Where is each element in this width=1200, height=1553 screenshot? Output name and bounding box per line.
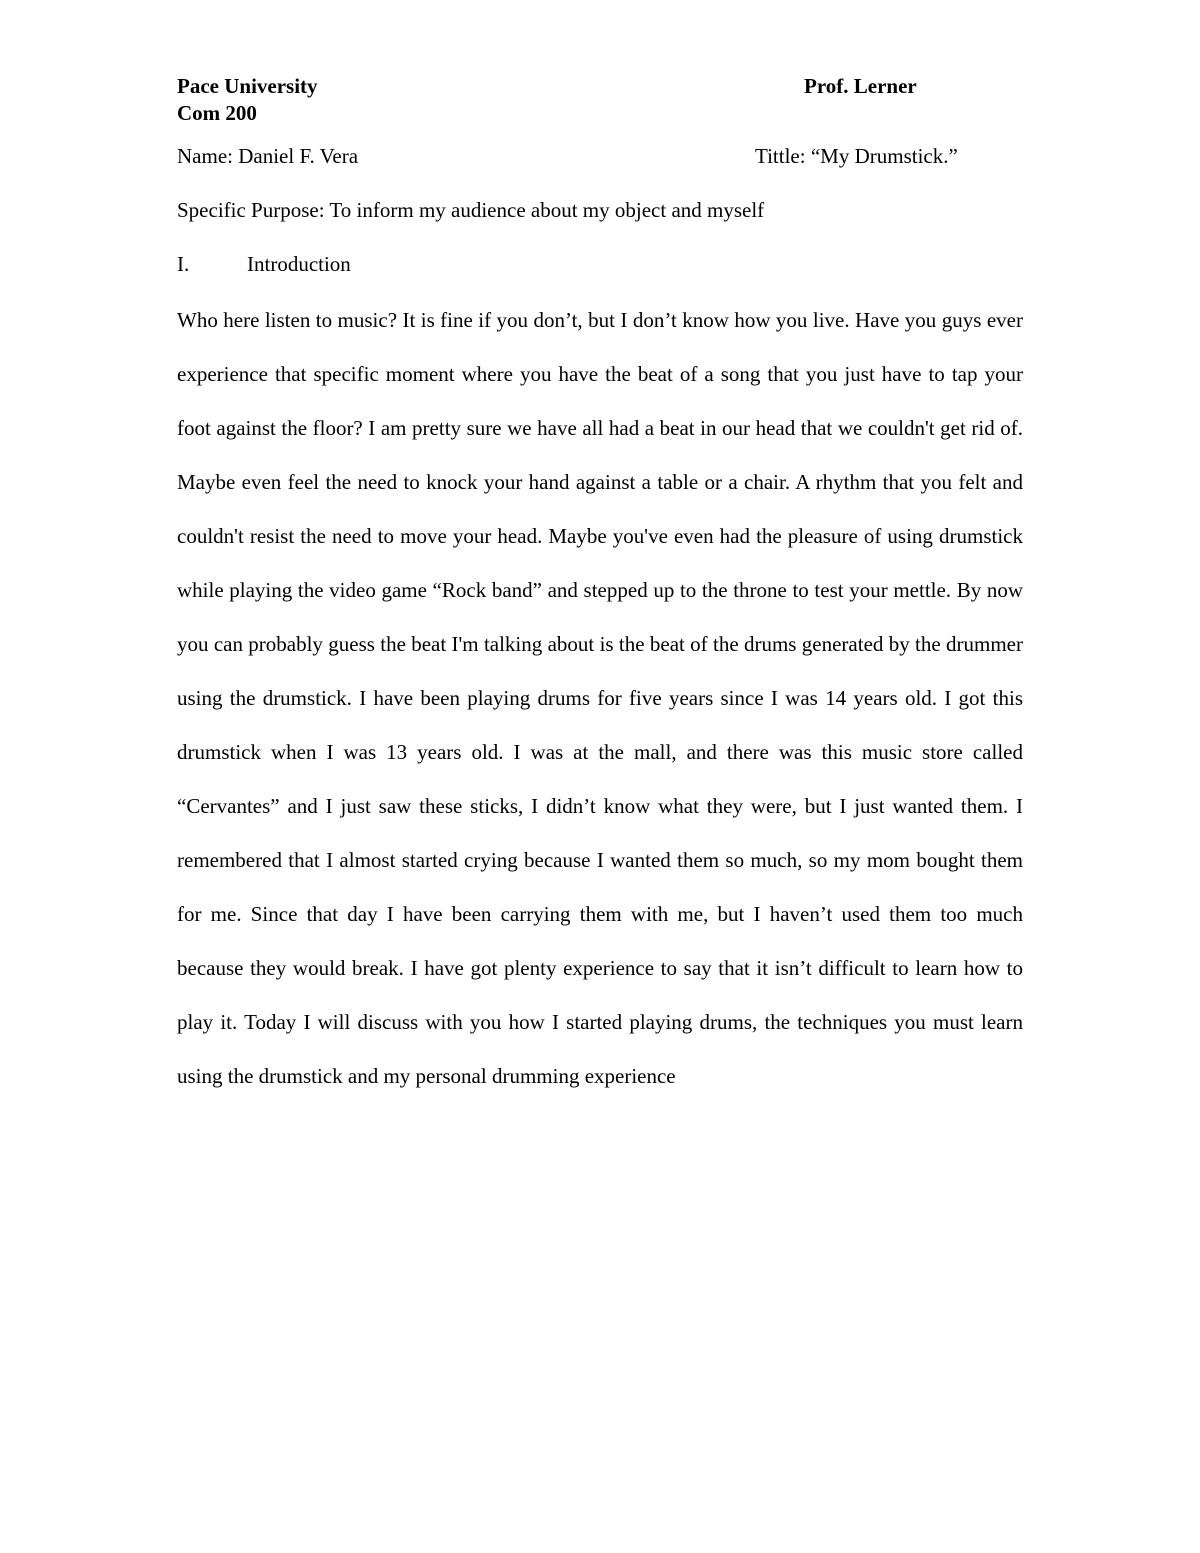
section-number: I. — [177, 252, 190, 276]
specific-purpose: Specific Purpose: To inform my audience about my object and myself — [177, 198, 765, 222]
course-code: Com 200 — [177, 101, 257, 125]
introduction-paragraph: Who here listen to music? It is fine if you don’t, but I don’t know how you live. Have you guys ever experience that specific moment where you have the beat of a song that you just have to tap your foot against the floor? I am pretty sure we have all had a beat in our head that we couldn't get rid of. Maybe even feel the need to knock your hand against a table or a chair. A rhythm that you felt and couldn't resist the need to move your head. Maybe you've even had the pleasure of using drumstick while playing the video game “Rock band” and stepped up to the throne to test your mettle. By now you can probably guess the beat I'm talking about is the beat of the drums generated by the drummer using the drumstick. I have been playing drums for five years since I was 14 years old. I got this drumstick when I was 13 years old. I was at the mall, and there was this music store called “Cervantes” and I just saw these sticks, I didn’t know what they were, but I just wanted them. I remembered that I almost started crying because I wanted them so much, so my mom bought them for me. Since that day I have been carrying them with me, but I haven’t used them too much because they would break. I have got plenty experience to say that it isn’t difficult to learn how to play it. Today I will discuss with you how I started playing drums, the techniques you must learn using the drumstick and my personal drumming experience — [177, 308, 1023, 1088]
section-heading: Introduction — [247, 252, 351, 276]
professor-name: Prof. Lerner — [804, 74, 917, 98]
institution-name: Pace University — [177, 74, 318, 98]
speech-title: Tittle: “My Drumstick.” — [755, 144, 958, 168]
student-name: Name: Daniel F. Vera — [177, 144, 359, 168]
